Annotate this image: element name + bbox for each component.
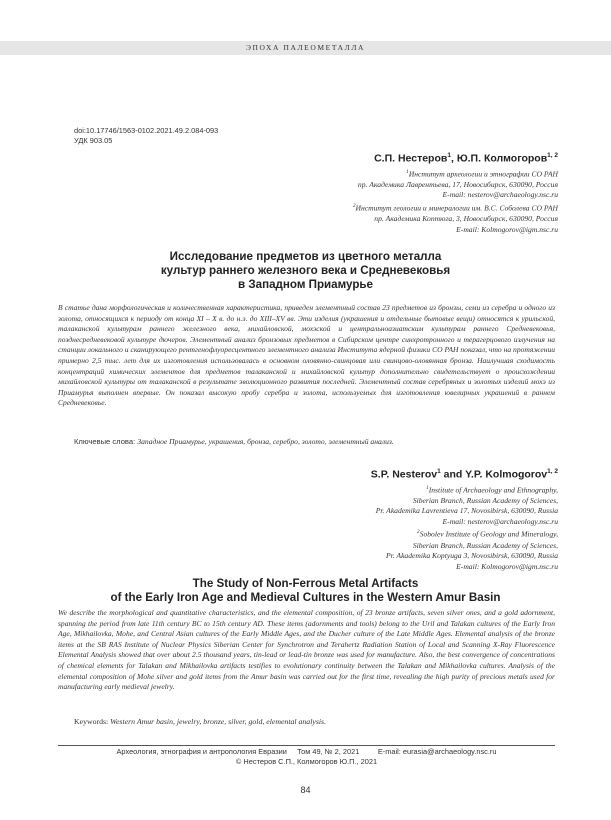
ru-keywords-list: Западное Приамурье, украшения, бронза, серебро, золото, элементный анализ. (137, 437, 394, 446)
en-aff-text: Sobolev Institute of Geology and Mineralogy, (419, 529, 558, 539)
ru-aff-sup: 1 (405, 168, 409, 175)
doi-link[interactable]: doi:10.17746/1563-0102.2021.49.2.084-093 (74, 126, 219, 135)
en-article-title (60, 577, 551, 605)
ru-author-1-sup: 1 (447, 152, 451, 159)
article-meta (74, 126, 218, 146)
ru-author-1: С.П. Нестеров (374, 152, 448, 165)
ru-authors-block (353, 149, 558, 235)
en-aff-line (371, 527, 558, 540)
en-aff-text: Pr. Akademika Lavrentieva 17, Novosibirsk, 630090, Russia (375, 506, 558, 516)
ru-author-sep: , (450, 152, 457, 165)
journal-footer (58, 747, 555, 757)
udk-code: УДК 903.05 (74, 136, 113, 145)
ru-authors (353, 149, 558, 166)
en-author-2-sup: 1, 2 (547, 468, 558, 475)
en-aff-text: Institute of Archaeology and Ethnography, (428, 485, 558, 495)
ru-aff-line (353, 167, 558, 180)
ru-keywords-label: Ключевые слова: (74, 437, 136, 446)
ru-aff-email[interactable] (353, 225, 558, 236)
en-keywords-list: Western Amur basin, jewelry, bronze, silver, gold, elemental analysis. (110, 717, 327, 726)
en-aff-line (371, 551, 558, 562)
ru-title-line: Исследование предметов из цветного металла (169, 250, 442, 263)
en-keywords (74, 717, 554, 727)
ru-aff-line (353, 180, 558, 191)
en-aff-text: Siberian Branch, Russian Academy of Sciences, (412, 540, 558, 550)
ru-aff-text: E-mail: Kolmogorov@igm.nsc.ru (456, 224, 558, 234)
journal-email[interactable]: E-mail: eurasia@archaeology.nsc.ru (377, 747, 497, 756)
en-author-2: Y.P. Kolmogorov (465, 468, 548, 481)
ru-keywords (74, 437, 554, 447)
section-header-band (0, 41, 611, 55)
en-affiliations (371, 483, 558, 573)
en-aff-text: Siberian Branch, Russian Academy of Sciences, (412, 495, 558, 505)
copyright: © Нестеров С.П., Колмогоров Ю.П., 2021 (235, 757, 378, 766)
journal-volume: Том 49, № 2, 2021 (297, 747, 360, 756)
en-author-1: S.P. Nesterov (370, 468, 438, 481)
en-author-1-sup: 1 (437, 468, 441, 475)
en-aff-line (371, 541, 558, 552)
en-aff-line (371, 483, 558, 496)
ru-aff-text: пр. Академика Коптюга, 3, Новосибирск, 630090, Россия (374, 213, 558, 223)
en-authors-block (371, 465, 558, 572)
ru-abstract: В статье дана морфологическая и количественная характеристика, приведен элементный состав 23 предметов из бронзы, семи из серебра и одного из золота, относящихся к периоду от конца XI – Х в. до н.э. до XIII–XV вв. Эти изделия (украшения и отдельные бытовые вещи) относятся к урильской, талаканской культурам раннего железного века, михайловской, мохэской и центральноазиатским культурам раннего Средневековья, позднесредневековой культуре дючеров. Элементный анализ бронзовых предметов в Сибирском центре синхротронного и терагерцового излучения на станции локального и сканирующего рентгенофлуоресцентного элементного анализа Института ядерной физики СО РАН показал, что на протяжении примерно 2,5 тыс. лет для их изготовления использовалась в основном оловянно-свинцовая или свинцово-оловянная бронза. Наилучшая сходимость концентраций химических элементов для предметов талаканской и михайловской культур дополнительно свидетельствует о происхождении михайловской культуры от талаканской в результате эволюционного развития последней. Элементный состав серебряных и золотых изделий мохэ из Приамурья выполнен впервые. Он показал высокую пробу серебра и золота, используемых для изготовления ювелирных украшений в раннем Средневековье. (58, 303, 555, 408)
section-title: ЭПОХА ПАЛЕОМЕТАЛЛА (245, 43, 366, 52)
footer-divider (58, 745, 555, 746)
ru-aff-line (353, 214, 558, 225)
ru-aff-line (353, 201, 558, 214)
en-aff-text: E-mail: Kolmogorov@igm.nsc.ru (456, 561, 558, 571)
ru-article-title (60, 250, 551, 292)
ru-author-2-sup: 1, 2 (547, 152, 558, 159)
ru-aff-text: пр. Академика Лаврентьева, 17, Новосибирск, 630090, Россия (357, 179, 558, 189)
en-title-line: of the Early Iron Age and Medieval Cultures in the Western Amur Basin (110, 591, 501, 604)
en-aff-email[interactable] (371, 562, 558, 573)
en-aff-email[interactable] (371, 517, 558, 528)
ru-aff-text: Институт археологии и этнографии СО РАН (408, 169, 558, 179)
ru-aff-text: E-mail: nesterov@archaeology.nsc.ru (442, 190, 558, 200)
en-keywords-label: Keywords: (74, 717, 109, 726)
ru-aff-text: Институт геологии и минералогии им. В.С. Соболева СО РАН (355, 203, 558, 213)
en-aff-sup: 2 (416, 529, 420, 536)
ru-aff-sup: 2 (352, 202, 356, 209)
en-abstract: We describe the morphological and quantitative characteristics, and the elemental composition, of 23 bronze artifacts, seven silver ones, and a gold adornment, spanning the period from late 11th century BC to 15th century AD. These items (adornments and tools) belong to the Uril and Talakan cultures of the Early Iron Age, Mikhailovka, Mohe, and Central Asian cultures of the Early Middle Ages, and the Ducher culture of the Late Middle Ages. Elemental analysis of the bronze items at the SB RAS Institute of Nuclear Physics Siberian Center for Synchrotron and Terahertz Radiation Station of Local and Scanning X-Ray Fluorescence Elemental Analysis showed that over about 2.5 thousand years, tin-lead or lead-tin bronze was used for manufacture. Also, the best convergence of concentrations of chemical elements for Talakan and Mikhailovka artifacts testifies to evolutionary continuity between the Talakan and Mikhailovka cultures. Analysis of the elemental composition of Mohe silver and gold items from the Amur basin was carried out for the first time, revealing the high purity of precious metals used for manufacturing early medieval jewelry. (58, 608, 555, 692)
en-aff-text: Pr. Akademika Koptyuga 3, Novosibirsk, 630090, Russia (386, 551, 558, 561)
en-author-sep: and (440, 468, 466, 481)
ru-affiliations (353, 167, 558, 236)
ru-title-line: культур раннего железного века и Средневековья (160, 264, 451, 277)
ru-author-2: Ю.П. Колмогоров (456, 152, 548, 165)
journal-name: Археология, этнография и антропология Евразии (116, 747, 287, 756)
en-authors (371, 465, 558, 482)
en-aff-line (371, 506, 558, 517)
en-title-line: The Study of Non-Ferrous Metal Artifacts (192, 577, 419, 590)
ru-title-line: в Западном Приамурье (238, 278, 373, 291)
en-aff-sup: 1 (425, 484, 429, 491)
ru-aff-email[interactable] (353, 190, 558, 201)
page-number: 84 (300, 785, 311, 795)
en-aff-text: E-mail: nesterov@archaeology.nsc.ru (442, 516, 558, 526)
en-aff-line (371, 496, 558, 507)
